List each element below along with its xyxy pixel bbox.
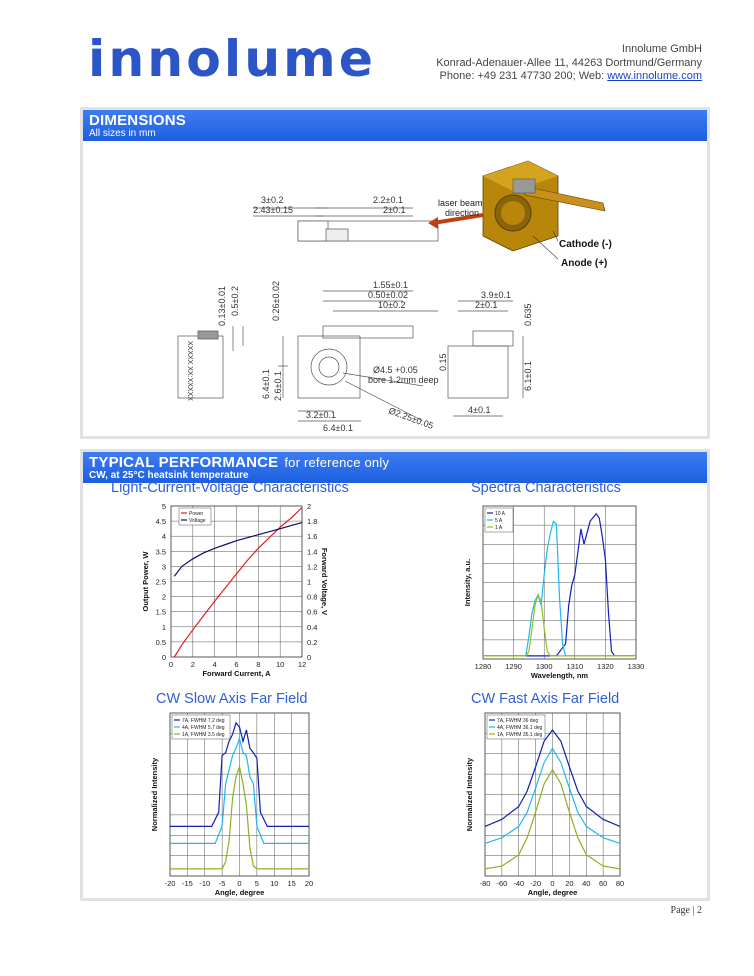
- company-address: Konrad-Adenauer-Allee 11, 44263 Dortmund/Germany: [436, 56, 702, 69]
- legend-entry: 5 A: [495, 518, 503, 524]
- y2-tick-label: 0.2: [307, 637, 318, 647]
- y2-tick-label: 2: [307, 502, 312, 511]
- performance-panel: [80, 449, 710, 901]
- laser-module-3d: [428, 161, 612, 269]
- y-tick-label: 4.5: [155, 517, 166, 527]
- liv-chart-title: Light-Current-Voltage Characteristics: [111, 480, 349, 496]
- website-link[interactable]: www.innolume.com: [607, 70, 702, 82]
- dimensions-drawing-area: [83, 141, 707, 436]
- y2-tick-label: 1: [307, 577, 312, 587]
- dim-label: 0.50±0.02: [368, 290, 408, 300]
- dimensions-header: [83, 110, 707, 141]
- dim-label: Ø4.5 +0.05: [373, 365, 418, 375]
- y2-axis-label: Forward Voltage, V: [320, 547, 329, 616]
- logo-text: innolume: [88, 36, 376, 84]
- slow-axis-title: CW Slow Axis Far Field: [156, 691, 308, 707]
- performance-subtitle: CW, at 25°C heatsink temperature: [89, 470, 249, 481]
- x-tick-label: 40: [582, 879, 591, 888]
- y-axis-label: Normalized Intensity: [150, 757, 159, 832]
- dim-label: 0.13±0.01: [217, 286, 227, 326]
- charts-svg: [83, 483, 707, 898]
- y-tick-label: 3.5: [155, 547, 166, 557]
- legend-entry: Voltage: [189, 518, 206, 524]
- x-tick-label: 8: [256, 660, 261, 669]
- y-tick-label: 0.5: [155, 637, 166, 647]
- x-tick-label: 5: [254, 879, 259, 888]
- anode-label: Anode (+): [561, 258, 608, 269]
- x-tick-label: 0: [550, 879, 555, 888]
- y2-tick-label: 1.8: [307, 517, 318, 527]
- y2-tick-label: 0.6: [307, 607, 318, 617]
- contact-text: Phone: +49 231 47730 200; Web:: [439, 70, 608, 82]
- dim-label: 0.5±0.2: [230, 286, 240, 316]
- y-axis-label: Intensity, a.u.: [463, 558, 472, 607]
- x-tick-label: 80: [615, 879, 625, 888]
- x-tick-label: 12: [297, 660, 307, 669]
- x-tick-label: 10: [270, 879, 279, 888]
- y-tick-label: 5: [161, 502, 166, 511]
- x-tick-label: -20: [164, 879, 176, 888]
- x-tick-label: 20: [304, 879, 314, 888]
- dim-label: 4±0.1: [468, 405, 491, 415]
- dim-label: 6.4±0.1: [323, 423, 353, 433]
- y-axis-label: Normalized Intensity: [465, 757, 474, 832]
- x-axis-label: Forward Current, A: [202, 669, 271, 678]
- y2-tick-label: 0.4: [307, 622, 318, 632]
- dimensions-title: DIMENSIONS: [89, 112, 187, 129]
- dimensions-subtitle: All sizes in mm: [89, 128, 156, 139]
- legend-entry: 1 A: [495, 525, 503, 531]
- x-tick-label: 15: [287, 879, 296, 888]
- x-tick-label: 60: [598, 879, 608, 888]
- dim-label: 0.26±0.02: [271, 281, 281, 321]
- company-contact: [436, 70, 702, 84]
- legend-entry: 1A, FWHM 35.1 deg: [497, 732, 543, 738]
- x-tick-label: 4: [212, 660, 217, 669]
- x-tick-label: 1280: [474, 662, 492, 671]
- y2-tick-label: 0: [307, 653, 312, 662]
- x-tick-label: 1300: [535, 662, 553, 671]
- legend-entry: 4A, FWHM 5.7 deg: [182, 725, 225, 731]
- dim-label: 3±0.2: [261, 195, 284, 205]
- laser-beam-label: laser beam: [438, 198, 483, 208]
- page-number: Page | 2: [670, 905, 702, 916]
- y-tick-label: 4: [161, 532, 166, 542]
- y2-tick-label: 1.4: [307, 547, 318, 557]
- y-tick-label: 1.5: [155, 607, 166, 617]
- dim-label: 6.4±0.1: [261, 369, 271, 399]
- dim-label: XXXXX XX:XXXXX: [186, 341, 193, 401]
- y-tick-label: 2: [161, 592, 166, 602]
- x-tick-label: -60: [496, 879, 508, 888]
- dim-label: Ø2.25±0.05: [387, 405, 435, 431]
- y-tick-label: 0: [161, 653, 166, 662]
- x-tick-label: -10: [199, 879, 211, 888]
- legend-entry: Power: [189, 511, 204, 517]
- legend-entry: 7A, FWHM 7.2 deg: [182, 718, 225, 724]
- x-tick-label: -15: [181, 879, 193, 888]
- legend-entry: 1A, FWHM 3.5 deg: [182, 732, 225, 738]
- performance-header: [83, 452, 707, 483]
- x-tick-label: 0: [237, 879, 242, 888]
- x-tick-label: 1330: [627, 662, 645, 671]
- y2-tick-label: 0.8: [307, 592, 318, 602]
- dim-label: 0.15: [438, 353, 448, 371]
- cathode-label: Cathode (-): [559, 239, 612, 250]
- x-tick-label: 1310: [566, 662, 584, 671]
- company-name: Innolume GmbH: [621, 43, 702, 55]
- fast-axis-title: CW Fast Axis Far Field: [471, 691, 620, 707]
- x-axis-label: Angle, degree: [214, 888, 265, 897]
- legend-entry: 7A, FWHM 36 deg: [497, 718, 539, 724]
- performance-note: for reference only: [284, 455, 390, 470]
- company-info: [436, 43, 702, 84]
- dim-label: 3.2±0.1: [306, 410, 336, 420]
- y-tick-label: 3: [161, 562, 166, 572]
- dim-label: 6.1±0.1: [523, 361, 533, 391]
- x-axis-label: Angle, degree: [527, 888, 578, 897]
- x-tick-label: 1320: [597, 662, 614, 671]
- innolume-logo: [88, 36, 378, 84]
- x-tick-label: -20: [530, 879, 542, 888]
- dim-label: 2±0.1: [475, 300, 498, 310]
- x-tick-label: -40: [513, 879, 525, 888]
- x-tick-label: 1290: [505, 662, 522, 671]
- performance-charts-area: [83, 480, 707, 898]
- dimensions-panel: [80, 107, 710, 439]
- x-tick-label: -5: [218, 879, 226, 888]
- x-axis-label: Wavelength, nm: [530, 671, 589, 680]
- legend-entry: 10 A: [495, 511, 506, 517]
- x-tick-label: 6: [234, 660, 239, 669]
- x-tick-label: 10: [275, 660, 285, 669]
- direction-label: direction: [445, 208, 480, 218]
- dim-label: 1.55±0.1: [373, 280, 408, 290]
- dim-label: 2.6±0.1: [273, 371, 283, 401]
- legend-entry: 4A, FWHM 36.1 deg: [497, 725, 543, 731]
- dim-label: bore 1.2mm deep: [368, 375, 439, 385]
- dim-label: 2.2±0.1: [373, 195, 403, 205]
- y-tick-label: 2.5: [155, 577, 166, 587]
- x-tick-label: 20: [565, 879, 574, 888]
- x-tick-label: 0: [168, 660, 174, 669]
- dim-label: 2.43±0.15: [253, 205, 293, 215]
- performance-title: TYPICAL PERFORMANCE: [89, 454, 279, 471]
- dim-label: 2±0.1: [383, 205, 406, 215]
- spectra-chart-title: Spectra Characteristics: [471, 480, 621, 496]
- x-tick-label: -80: [479, 879, 491, 888]
- y-axis-label: Output Power, W: [141, 551, 150, 612]
- dim-label: 10±0.2: [378, 300, 406, 310]
- dim-label: 0.635: [523, 303, 533, 326]
- dimensions-drawing: [83, 141, 707, 436]
- dim-label: 3.9±0.1: [481, 290, 511, 300]
- y2-tick-label: 1.2: [307, 562, 318, 572]
- y2-tick-label: 1.6: [307, 532, 318, 542]
- y-tick-label: 1: [161, 622, 166, 632]
- x-tick-label: 2: [190, 660, 195, 669]
